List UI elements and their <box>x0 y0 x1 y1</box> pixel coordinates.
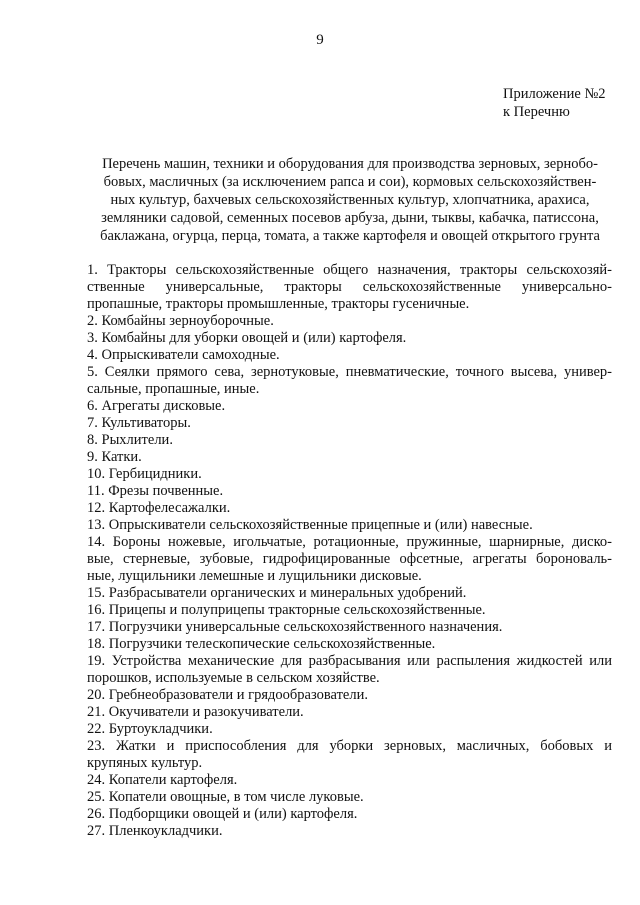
list-item-line: пропашные, тракторы промышленные, тракторы гусеничные. <box>87 296 470 312</box>
list-item-line: вые, стерневые, зубовые, гидрофицированные офсетные, агрегаты бороноваль- <box>87 551 612 567</box>
title-line: земляники садовой, семенных посевов арбуза, дыни, тыквы, кабачка, патиссона, <box>101 210 599 226</box>
appendix-subtitle: к Перечню <box>503 104 570 120</box>
list-item-line: 20. Гребнеобразователи и грядообразователи. <box>87 687 368 703</box>
page-number: 9 <box>316 32 324 48</box>
list-item-line: 14. Бороны ножевые, игольчатые, ротационные, пружинные, шарнирные, диско- <box>87 534 612 550</box>
list-item-line: 27. Пленкоукладчики. <box>87 823 223 839</box>
list-item-line: 25. Копатели овощные, в том числе луковые. <box>87 789 364 805</box>
list-item-line: 22. Буртоукладчики. <box>87 721 213 737</box>
list-item-line: 24. Копатели картофеля. <box>87 772 238 788</box>
list-item-line: 12. Картофелесажалки. <box>87 500 231 516</box>
list-item-line: 6. Агрегаты дисковые. <box>87 398 226 414</box>
list-item-line: 8. Рыхлители. <box>87 432 173 448</box>
list-item-line: 26. Подборщики овощей и (или) картофеля. <box>87 806 358 822</box>
list-item-line: 1. Тракторы сельскохозяйственные общего назначения, тракторы сельскохозяй- <box>87 262 612 278</box>
list-item-line: 15. Разбрасыватели органических и минеральных удобрений. <box>87 585 467 601</box>
list-item-line: 5. Сеялки прямого сева, зернотуковые, пневматические, точного высева, универ- <box>87 364 612 380</box>
appendix-title: Приложение №2 <box>503 86 606 102</box>
list-item-line: 16. Прицепы и полуприцепы тракторные сельскохозяйственные. <box>87 602 486 618</box>
list-item-line: крупяных культур. <box>87 755 203 771</box>
title-line: баклажана, огурца, перца, томата, а также картофеля и овощей открытого грунта <box>100 228 600 244</box>
list-item-line: 13. Опрыскиватели сельскохозяйственные прицепные и (или) навесные. <box>87 517 533 533</box>
title-line: бовых, масличных (за исключением рапса и сои), кормовых сельскохозяйствен- <box>103 174 597 190</box>
list-item-line: 4. Опрыскиватели самоходные. <box>87 347 280 363</box>
list-item-line: 2. Комбайны зерноуборочные. <box>87 313 274 329</box>
list-item-line: 10. Гербицидники. <box>87 466 202 482</box>
title-line: Перечень машин, техники и оборудования для производства зерновых, зернобо- <box>102 156 598 172</box>
list-item-line: ные, лущильники лемешные и лущильники дисковые. <box>87 568 422 584</box>
equipment-list <box>87 262 612 840</box>
list-item-line: 3. Комбайны для уборки овощей и (или) картофеля. <box>87 330 407 346</box>
list-item-line: 7. Культиваторы. <box>87 415 191 431</box>
list-item-line: 23. Жатки и приспособления для уборки зерновых, масличных, бобовых и <box>87 738 612 754</box>
list-item-line: 11. Фрезы почвенные. <box>87 483 224 499</box>
list-item-line: порошков, используемые в сельском хозяйстве. <box>87 670 380 686</box>
appendix-reference <box>503 85 606 121</box>
list-item-line: 17. Погрузчики универсальные сельскохозяйственного назначения. <box>87 619 503 635</box>
list-item-line: сальные, пропашные, иные. <box>87 381 260 397</box>
list-item-line: 18. Погрузчики телескопические сельскохозяйственные. <box>87 636 436 652</box>
list-item-line: 9. Катки. <box>87 449 142 465</box>
title-line: ных культур, бахчевых сельскохозяйственных культур, хлопчатника, арахиса, <box>110 192 590 208</box>
list-item-line: 19. Устройства механические для разбрасывания или распыления жидкостей или <box>87 653 612 669</box>
document-title <box>88 155 612 245</box>
list-item-line: ственные универсальные, тракторы сельскохозяйственные универсально- <box>87 279 612 295</box>
list-item-line: 21. Окучиватели и разокучиватели. <box>87 704 304 720</box>
